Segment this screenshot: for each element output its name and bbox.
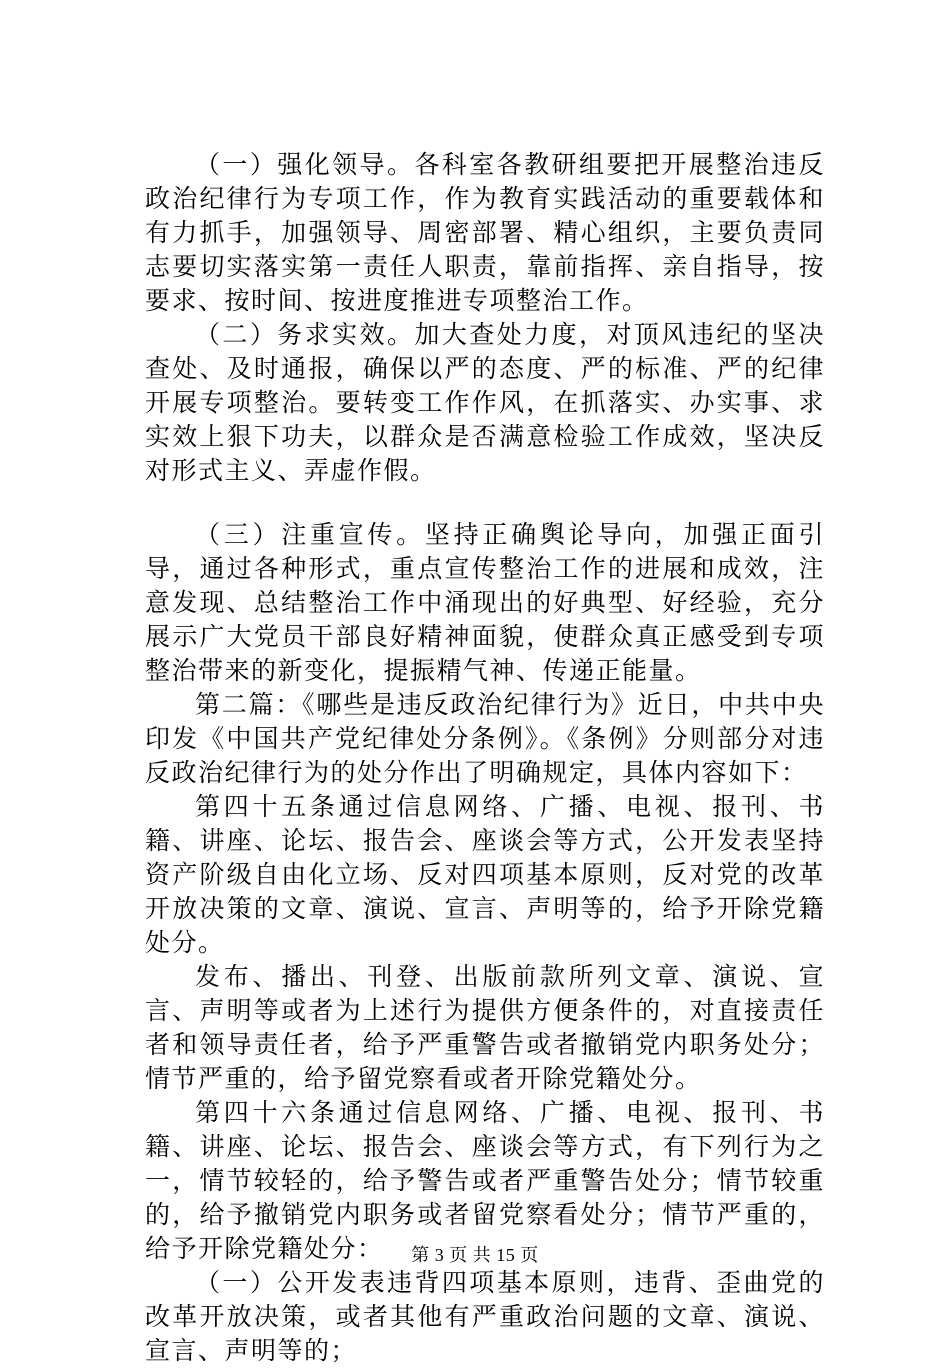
paragraph-article-45: 第四十五条通过信息网络、广播、电视、报刊、书籍、讲座、论坛、报告会、座谈会等方式，公开发表坚持资产阶级自由化立场、反对四项基本原则，反对党的改革开放决策的文章、演说、宣言、声明等的，给予开除党籍处分。 [145,792,825,957]
paragraph-article-45-clause-2: 发布、播出、刊登、出版前款所列文章、演说、宣言、声明等或者为上述行为提供方便条件的，对直接责任者和领导责任者，给予严重警告或者撤销党内职务处分；情节严重的，给予留党察看或者开除党籍处分。 [145,962,825,1093]
document-body [145,148,825,1368]
paragraph-gap [145,488,825,518]
paragraph-seek-results: （二）务求实效。加大查处力度，对顶风违纪的坚决查处、及时通报，确保以严的态度、严的标准、严的纪律开展专项整治。要转变工作作风，在抓落实、办实事、求实效上狠下功夫，以群众是否满意检验工作成效，坚决反对形式主义、弄虚作假。 [145,320,825,485]
paragraph-strengthen-leadership: （一）强化领导。各科室各教研组要把开展整治违反政治纪律行为专项工作，作为教育实践活动的重要载体和有力抓手，加强领导、周密部署、精心组织，主要负责同志要切实落实第一责任人职责，靠前指挥、亲自指导，按要求、按时间、按进度推进专项整治工作。 [145,150,825,315]
paragraph-article-46: 第四十六条通过信息网络、广播、电视、报刊、书籍、讲座、论坛、报告会、座谈会等方式，有下列行为之一，情节较轻的，给予警告或者严重警告处分；情节较重的，给予撤销党内职务或者留党察看处分；情节严重的，给予开除党籍处分： [145,1098,825,1263]
paragraph-publicity: （三）注重宣传。坚持正确舆论导向，加强正面引导，通过各种形式，重点宣传整治工作的进展和成效，注意发现、总结整治工作中涌现出的好典型、好经验，充分展示广大党员干部良好精神面貌，使群众真正感受到专项整治带来的新变化，提振精气神、传递正能量。 [145,520,825,685]
page-number-footer: 第 3 页 共 15 页 [411,1245,539,1265]
paragraph-article-46-item-1: （一）公开发表违背四项基本原则，违背、歪曲党的改革开放决策，或者其他有严重政治问题的文章、演说、宣言、声明等的； [145,1268,825,1365]
paragraph-part-two-intro: 第二篇：《哪些是违反政治纪律行为》近日，中共中央印发《中国共产党纪律处分条例》。《条例》分则部分对违反政治纪律行为的处分作出了明确规定，具体内容如下： [145,690,825,787]
